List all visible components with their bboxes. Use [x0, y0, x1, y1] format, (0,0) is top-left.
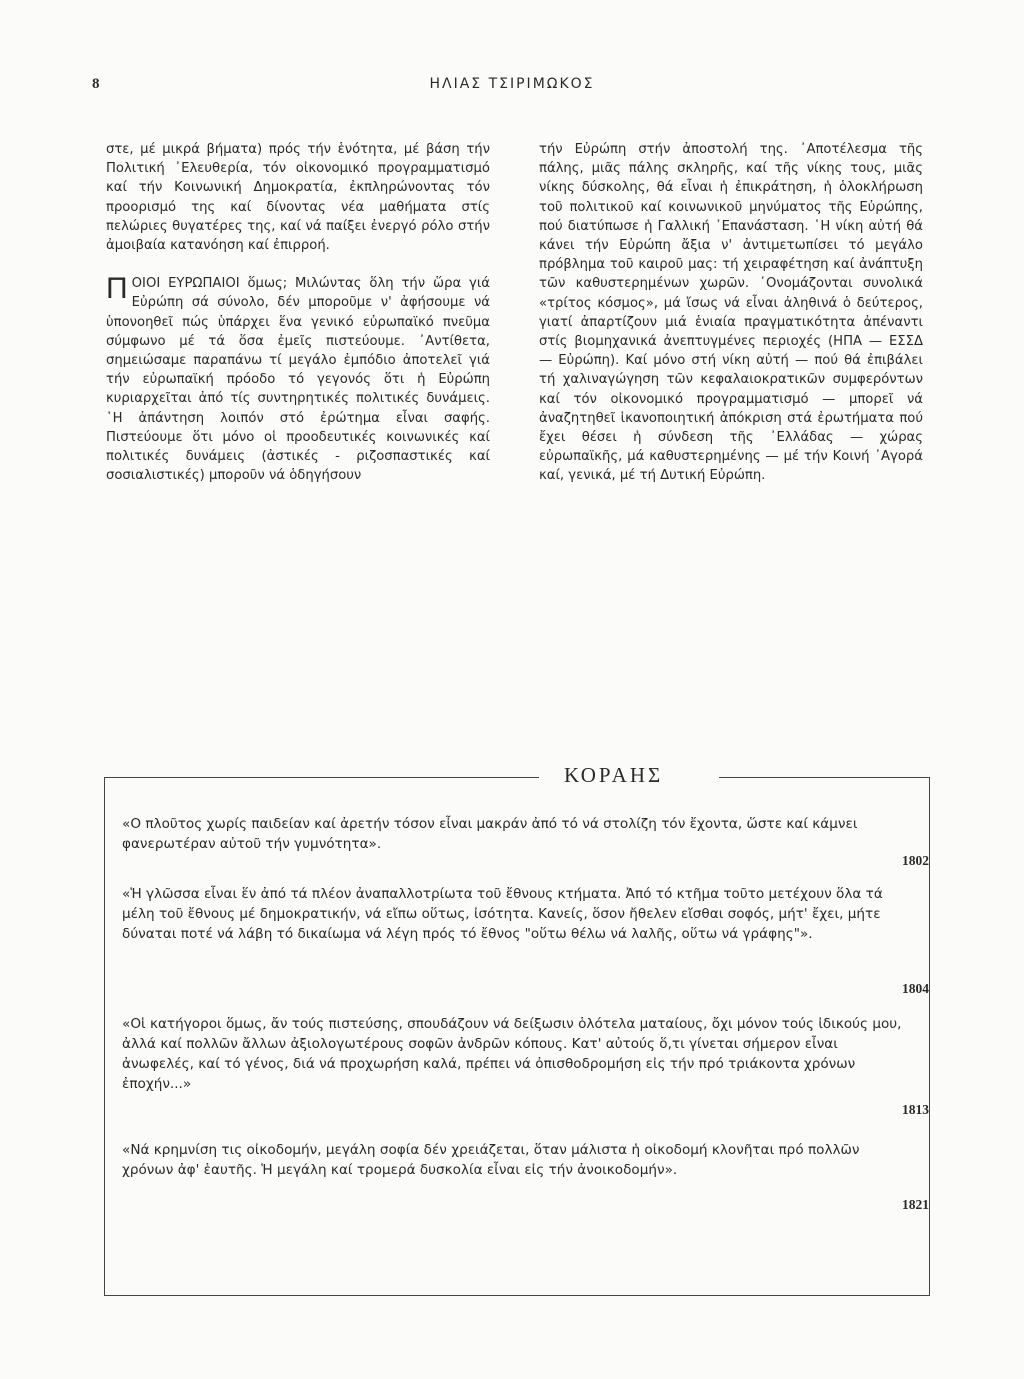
column-right — [539, 140, 923, 486]
quote-year-4: 1821 — [902, 1197, 929, 1212]
paragraph-body: ΟΙΟΙ ΕΥΡΩΠΑΙΟΙ ὅμως; Μιλώντας ὅλη τήν ὥρα γιά Εὐρώπη σά σύνολο, δέν μποροῦμε ν' ἀφήσουμε νά ὑπονοηθεῖ πώς ὑπάρχει ἕνα γενικό εὐρωπαϊκό πνεῦμα σύμφωνο μέ τά ὅσα ἐμεῖς πιστεύουμε. ᾿Αντίθετα, σημειώσαμε παραπάνω τί μεγάλο ἐμπόδιο ἀποτελεῖ γιά τήν εὐρωπαϊκή πρόοδο τό γεγονός ὅτι ἡ Εὐρώπη κυριαρχεῖται ἀπό τίς συντηρητικές πολιτικές δυνάμεις. ῾Η ἀπάντηση λοιπόν στό ἐρώτημα εἶναι σαφής. Πιστεύουμε ὅτι μόνο οἱ προοδευτικές κοινωνικές καί πολιτικές δυνάμεις (ἀστικές - ριζοσπαστικές καί σοσιαλιστικές) μποροῦν νά ὁδηγήσουν — [106, 276, 490, 484]
column-left — [106, 140, 490, 485]
quote-1: «Ο πλοῦτος χωρίς παιδείαν καί ἀρετήν τόσον εἶναι μακράν ἀπό τό νά στολίζη τόν ἔχοντα, ὥστε καί κάμνει φανερωτέραν αὐτοῦ τήν γυμνότητα». — [122, 816, 858, 852]
quote-4: «Νά κρημνίση τις οἰκοδομήν, μεγάλη σοφία δέν χρειάζεται, ὅταν μάλιστα ἡ οἰκοδομή κλονῆται πρό πολλῶν χρόνων ἀφ' ἑαυτῆς. Ἡ μεγάλη καί τρομερά δυσκολία εἶναι εἰς τήν ἀνοικοδομήν». — [122, 1142, 860, 1178]
title-rule-right — [719, 777, 930, 778]
boxed-title: ΚΟΡΑΗΣ — [564, 763, 664, 787]
page-number: 8 — [92, 76, 100, 92]
quote-3: «Οἱ κατήγοροι ὅμως, ἄν τούς πιστεύσης, σπουδάζουν νά δείξωσιν ὁλότελα ματαίους, ὄχι μόνον τούς ἰδικούς μου, ἀλλά καί πολλῶν ἄλλων ἀξιολογωτέρους σοφῶν ἀνδρῶν κόπους. Κατ' αὐτούς ὅ,τι γίνεται σήμερον εἶναι ἀνωφελές, καί τό γένος, διά νά προχωρήση καλά, πρέπει νά ὀπισθοδρομήση εἰς τήν πρό τριάκοντα χρόνων ἐποχήν...» — [122, 1016, 902, 1092]
title-rule-left — [104, 777, 539, 778]
dropcap: Π — [106, 272, 128, 306]
quote-year-2: 1804 — [902, 981, 929, 996]
paragraph-with-dropcap — [106, 274, 490, 485]
quote-2: «Ἡ γλῶσσα εἶναι ἕν ἀπό τά πλέον ἀναπαλλοτρίωτα τοῦ ἔθνους κτήματα. Ἀπό τό κτῆμα τοῦτο μετέχουν ὅλα τά μέλη τοῦ ἔθνους μέ δημοκρατικήν, νά εἴπω οὕτως, ἰσότητα. Κανείς, ὅσον ἤθελεν εἴσθαι σοφός, μήτ' ἔχει, μήτε δύναται ποτέ νά λάβη τό δικαίωμα νά λέγη πρός τό ἔθνος "οὕτω θέλω νά λαλῆς, οὕτω νά γράφης"». — [122, 886, 883, 942]
quote-year-3: 1813 — [902, 1102, 929, 1117]
quote-year-1: 1802 — [902, 853, 929, 868]
running-head: ΗΛΙΑΣ ΤΣΙΡΙΜΩΚΟΣ — [429, 76, 595, 92]
boxed-title-row — [104, 763, 930, 793]
paragraph: στε, μέ μικρά βήματα) πρός τήν ἑνότητα, μέ βάση τήν Πολιτική ᾿Ελευθερία, τόν οἰκονομικό προγραμματισμό καί τήν Κοινωνική Δημοκρατία, ἐκπληρώνοντας τόν προορισμό της καί δίνοντας νέα μαθήματα στίς πελώριες θυγατέρες της, καί νά παίξει ἐνεργό ρόλο στήν ἀμοιβαία κατανόηση καί ἐπιρροή. — [106, 142, 490, 254]
paragraph: τήν Εὐρώπη στήν ἀποστολή της. ᾿Αποτέλεσμα τῆς πάλης, μιᾶς πάλης σκληρῆς, καί τῆς νίκης τους, μιᾶς νίκης δύσκολης, θά εἶναι ἡ ἐπικράτηση, ἡ ὁλοκλήρωση τοῦ πολιτικοῦ καί κοινωνικοῦ μηνύματος τῆς Εὐρώπης, πού διατύπωσε ἡ Γαλλική ᾿Επανάσταση. ῾Η νίκη αὐτή θά κάνει τήν Εὐρώπη ἄξια ν' ἀντιμετωπίσει τό μεγάλο πρόβλημα τοῦ καιροῦ μας: τή χειραφέτηση καί ἀνάπτυξη τῶν καθυστερημένων χωρῶν. ᾿Ονομάζονται συνολικά «τρίτος κόσμος», μά ἴσως νά εἶναι ἀληθινά ὁ δεύτερος, γιατί ἀπαρτίζουν μιά ἑνιαία πραγματικότητα ἀπέναντι στίς βιομηχανικά ἀνεπτυγμένες περιοχές (ΗΠΑ — ΕΣΣΔ — Εὐρώπη). Καί μόνο στή νίκη αὐτή — πού θά ἐπιβάλει τή χαλιναγώγηση τῶν κεφαλαιοκρατικῶν συμφερόντων καί τόν οἰκονομικό προγραμματισμό — μπορεῖ νά ἀναζητηθεῖ ἱκανοποιητική ἀπόκριση στά ἐρωτήματα πού ἔχει θέσει ἡ σύνδεση τῆς ᾿Ελλάδας — χώρας εὐρωπαϊκῆς, μά καθυστερημένης — μέ τήν Κοινή ᾿Αγορά καί, γενικά, μέ τή Δυτική Εὐρώπη. — [539, 142, 923, 484]
